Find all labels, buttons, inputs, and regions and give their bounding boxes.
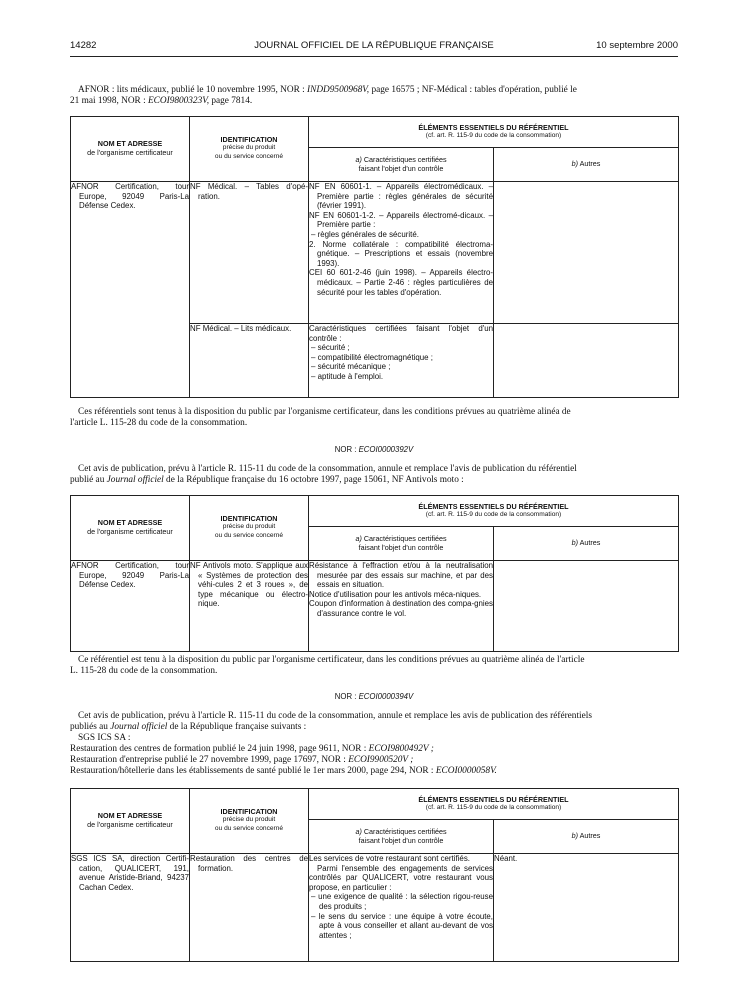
list-item: – sécurité mécanique ; [311, 362, 391, 372]
org-cell: SGS ICS SA, direction Certifi-cation, QUALICERT, 191, avenue Aristide-Briand, 94237 Cachan Cedex. [71, 854, 190, 962]
list-item: – aptitude à l'emploi. [311, 371, 384, 381]
other-cell [494, 182, 679, 324]
list-item: Coupon d'information à destination des compa-gnies d'assurance contre le vol. [309, 599, 493, 618]
ident-cell: NF Antivols moto. S'applique aux « Systèmes de protection des véhi-cules 2 et 3 roues », de type mécanique ou électro-nique. [190, 561, 309, 652]
intro-line-2: 21 mai 1998, NOR : ECOI9800323V, page 7814. [70, 96, 253, 106]
org-cell: AFNOR Certification, tour Europe, 92049 Paris-La Défense Cedex. [71, 182, 190, 398]
availability-note-1: Ces référentiels sont tenus à la disposition du public par l'organisme certificateur, dans les conditions prévues au quatrième alinéa de l'article L. 115-28 du code de la consommation. [70, 407, 571, 428]
col-header-elements: ÉLÉMENTS ESSENTIELS DU RÉFÉRENTIEL (cf. art. R. 115-9 du code de la consommation) [309, 117, 679, 148]
nor-reference-1: NOR : ECOI0000392V [334, 445, 414, 454]
list-item: – compatibilité électromagnétique ; [311, 352, 433, 362]
org-cell: AFNOR Certification, tour Europe, 92049 Paris-La Défense Cedex. [71, 561, 190, 652]
standard-item: – règles générales de sécurité. [311, 229, 419, 239]
intro-line-1: AFNOR : lits médicaux, publié le 10 novembre 1995, NOR : INDD9500968V, page 16575 ; NF-Médical : tables d'opération, publié le [78, 85, 577, 95]
col-header-b: b) Autres [494, 527, 679, 561]
characteristics-cell [309, 561, 494, 652]
ident-cell: NF Médical. – Lits médicaux. [190, 324, 309, 398]
col-header-ident: IDENTIFICATION précise du produit ou du service concerné [190, 496, 309, 561]
referentiel-table-1 [70, 116, 679, 398]
availability-note-2: Ce référentiel est tenu à la disposition du public par l'organisme certificateur, dans les conditions prévues au quatrième alinéa de l'article L. 115-28 du code de la consommation. [70, 655, 585, 676]
other-cell: Néant. [494, 854, 679, 962]
list-item: – sécurité ; [311, 343, 350, 353]
col-header-org: NOM ET ADRESSE de l'organisme certificateur [71, 496, 190, 561]
col-header-b: b) Autres [494, 820, 679, 854]
publication-notice-3: Cet avis de publication, prévu à l'article R. 115-11 du code de la consommation, annule et remplace les avis de publication des référentiels publiés au Journal officiel de la République française suivants : SGS ICS SA : Restauration des centres de formation publié le 24 juin 1998, page 9611, NOR : ECOI9800492V ; Restauration d'entreprise publié le 27 novembre 1999, page 17697, NOR : ECOI9900520V ; Restauration/hôtellerie dans les établissements de santé publié le 1er mars 2000, page 294, NOR : ECOI0000058V. [70, 711, 592, 776]
col-header-ident: IDENTIFICATION précise du produit ou du service concerné [190, 117, 309, 182]
standard-item: 2. Norme collatérale : compatibilité électroma-gnétique. – Prescriptions et essais (novembre 1993). [309, 239, 493, 268]
col-header-org: NOM ET ADRESSE de l'organisme certificateur [71, 789, 190, 854]
ident-cell: NF Médical. – Tables d'opé-ration. [190, 182, 309, 324]
intro-paragraph [70, 85, 678, 107]
issue-date: 10 septembre 2000 [596, 40, 678, 51]
col-header-a: a) Caractéristiques certifiées faisant l'objet d'un contrôle [309, 527, 494, 561]
characteristics-cell: Caractéristiques certifiées faisant l'objet d'un contrôle : – sécurité ; – compatibilité électromagnétique ; – sécurité mécanique ; – aptitude à l'emploi. [309, 324, 494, 398]
list-item: Résistance à l'effraction et/ou à la neutralisation mesurée par des essais sur machine, et par des essais en situation. [309, 561, 493, 590]
ident-cell: Restauration des centres de formation. [190, 854, 309, 962]
col-header-b: b) Autres [494, 148, 679, 182]
col-header-ident: IDENTIFICATION précise du produit ou du service concerné [190, 789, 309, 854]
col-header-a: a) Caractéristiques certifiées faisant l'objet d'un contrôle [309, 148, 494, 182]
nor-reference-2: NOR : ECOI0000394V [334, 692, 414, 701]
characteristics-cell: Les services de votre restaurant sont certifiés. Parmi l'ensemble des engagements de services contrôlés par QUALICERT, votre restaurant vous propose, en particulier : – une exigence de qualité : la sélection rigou-reuse des produits ; – le sens du service : une équipe à votre écoute, apte à vous conseiller et allant au-devant de vos attentes ; [309, 854, 494, 962]
other-cell [494, 561, 679, 652]
referentiel-table-3 [70, 788, 679, 962]
standard-item: CEI 60 601-2-46 (juin 1998). – Appareils électro-médicaux. – Partie 2-46 : règles particulières de sécurité pour les tables d'opération. [309, 268, 493, 297]
col-header-org: NOM ET ADRESSE de l'organisme certificateur [71, 117, 190, 182]
running-header [70, 40, 678, 56]
characteristics-cell [309, 182, 494, 324]
other-cell [494, 324, 679, 398]
standard-item: NF EN 60601-1. – Appareils électromédicaux. – Première partie : règles générales de sécurité (février 1991). [309, 182, 493, 211]
list-item: Notice d'utilisation pour les antivols méca-niques. [309, 589, 482, 599]
col-header-elements: ÉLÉMENTS ESSENTIELS DU RÉFÉRENTIEL (cf. art. R. 115-9 du code de la consommation) [309, 789, 679, 820]
publication-notice-2: Cet avis de publication, prévu à l'article R. 115-11 du code de la consommation, annule et remplace l'avis de publication du référentiel publié au Journal officiel de la République française du 16 octobre 1997, page 15061, NF Antivols moto : [70, 464, 577, 485]
header-rule [70, 56, 678, 57]
col-header-elements: ÉLÉMENTS ESSENTIELS DU RÉFÉRENTIEL (cf. art. R. 115-9 du code de la consommation) [309, 496, 679, 527]
col-header-a: a) Caractéristiques certifiées faisant l'objet d'un contrôle [309, 820, 494, 854]
standard-item: NF EN 60601-1-2. – Appareils électromé-dicaux. – Première partie : [309, 210, 493, 230]
page-number: 14282 [70, 40, 97, 51]
list-item: – le sens du service : une équipe à votre écoute, apte à vous conseiller et allant au-devant de vos attentes ; [311, 911, 493, 940]
list-item: – une exigence de qualité : la sélection rigou-reuse des produits ; [311, 892, 493, 911]
journal-title: JOURNAL OFFICIEL DE LA RÉPUBLIQUE FRANÇAISE [254, 40, 494, 51]
referentiel-table-2 [70, 495, 679, 652]
